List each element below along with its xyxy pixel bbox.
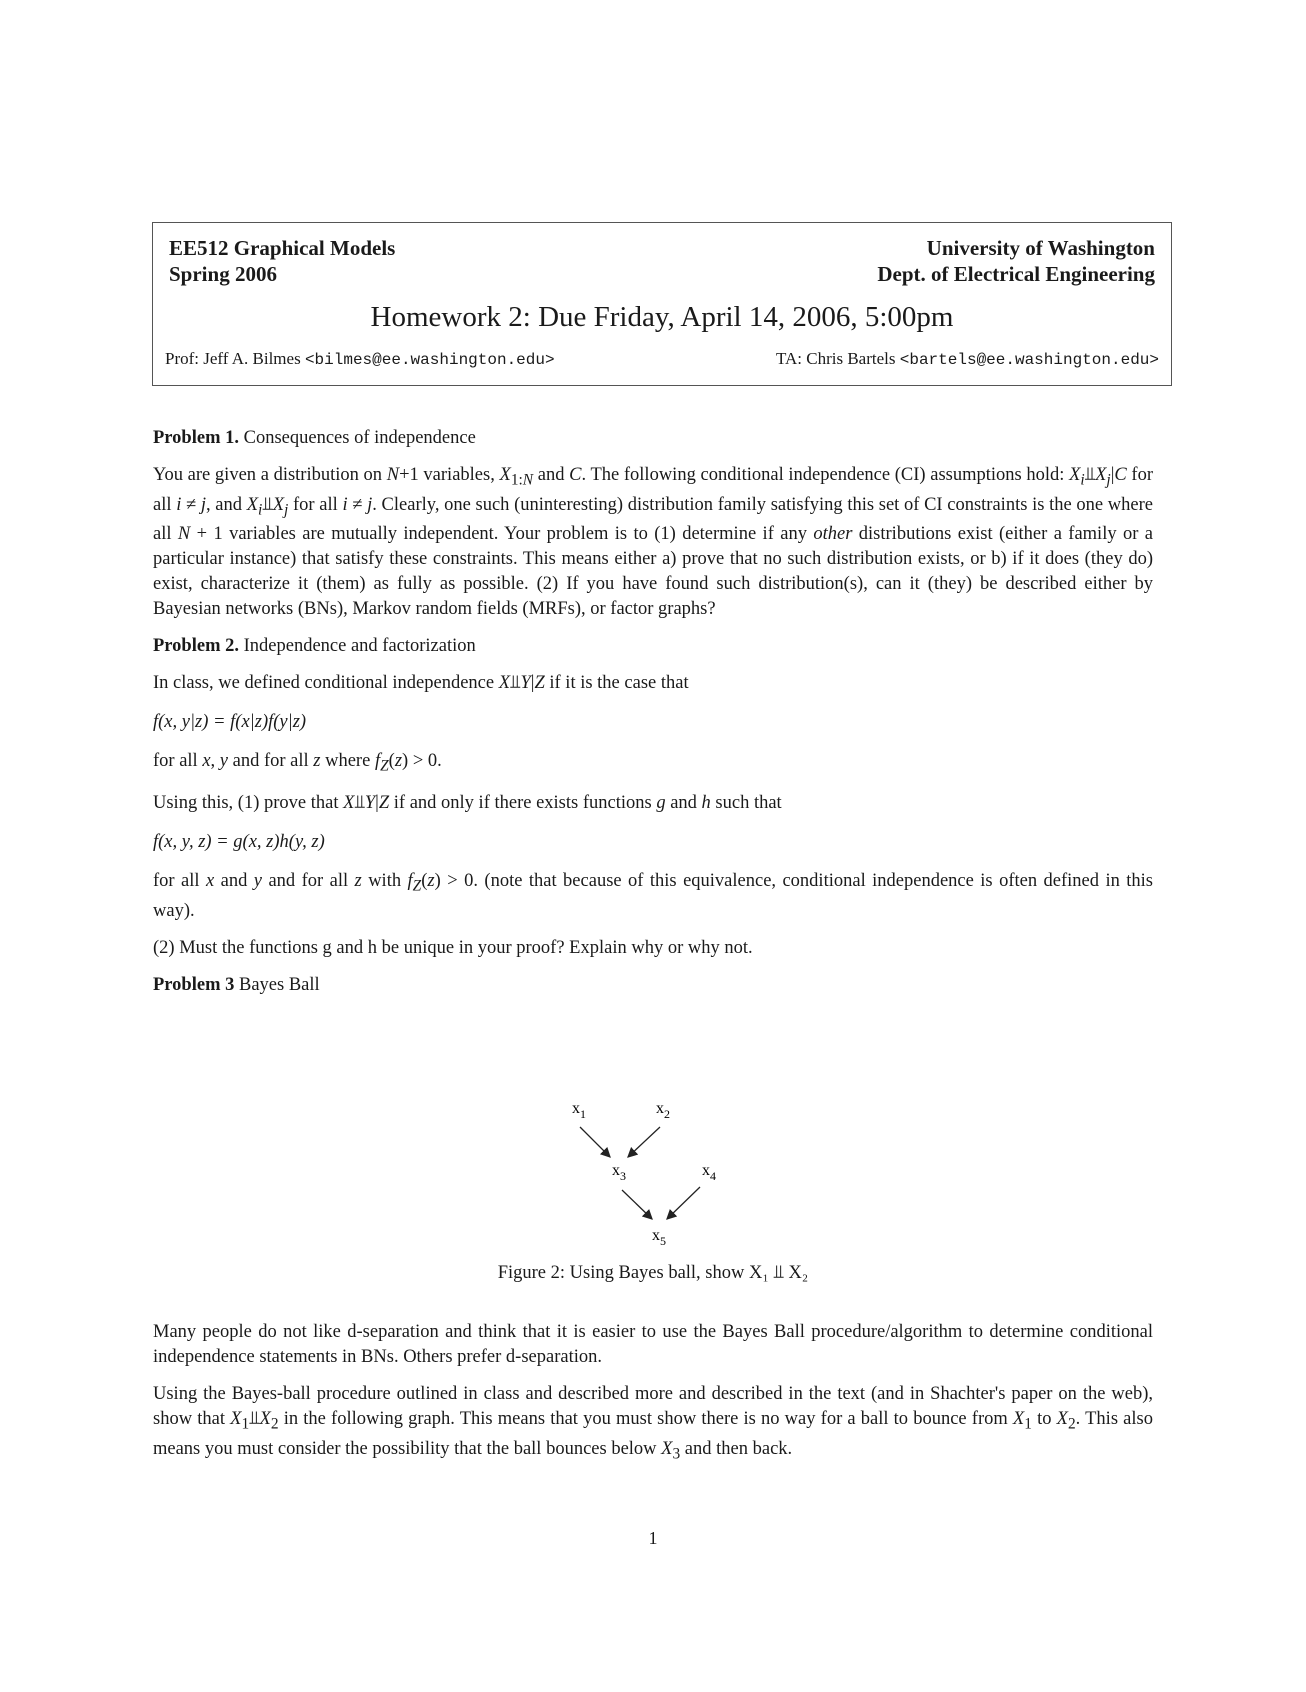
node-x1: $x_1$ — [572, 1100, 586, 1121]
problem2-condition-1: for all x, y and for all z where $f_Z(z) > 0$. — [153, 751, 442, 776]
department-name: Dept. of Electrical Engineering — [877, 262, 1155, 286]
problem3-label: Problem 3 — [153, 974, 235, 995]
equation-2: f(x, y, z) = g(x, z)h(y, z) — [153, 832, 325, 853]
problem1-heading — [153, 426, 1153, 451]
course-info — [169, 235, 395, 287]
problem2-heading — [153, 634, 1153, 659]
problem3-content — [153, 1320, 1153, 1466]
problem2-title: Independence and factorization — [243, 636, 476, 657]
homework-title: Homework 2: Due Friday, April 14, 2006, 5:00pm — [370, 301, 954, 333]
problem2-part2: (2) Must the functions g and h be unique in your proof? Explain why or why not. — [153, 937, 753, 958]
problem2-intro: In class, we defined conditional independence X⫫Y|Z if it is the case that — [153, 673, 689, 694]
ta-email: <bartels@ee.washington.edu> — [899, 351, 1159, 369]
ta-line — [776, 349, 1159, 369]
problem2-condition-2: for all x and y and for all z with $f_Z(z) > 0$. (note that because of this equivalence, conditional independence is often defined in this way). — [153, 871, 1153, 921]
problem2-part1: Using this, (1) prove that X⫫Y|Z if and only if there exists functions g and h such that — [153, 793, 782, 814]
problem3-title: Bayes Ball — [238, 974, 320, 995]
edge-x2-x3 — [628, 1127, 660, 1157]
page-number: 1 — [648, 1528, 658, 1548]
course-name: EE512 Graphical Models — [169, 236, 396, 260]
node-x4: $x_4$ — [702, 1162, 716, 1183]
professor-email: <bilmes@ee.washington.edu> — [304, 351, 555, 369]
problem1-body: You are given a distribution on N+1 variables, $X_{1:N}$ and C. The following conditional independence (CI) assumptions hold: $X_i⫫X_j|C$ for all i ≠ j, and $X_i⫫X_j$ for all i ≠ j. Clearly, one such (uninteresting) distribution family satisfying this set of CI constraints is the one where all N + 1 variables are mutually independent. Your problem is to (1) determine if any other distributions exist (either a family or a particular instance) that satisfy these constraints. This means either a) prove that no such distribution exists, or b) if it does (they do) exist, characterize it (them) as fully as possible. (2) If you have found such distribution(s), can it (they) be described either by Bayesian networks (BNs), Markov random fields (MRFs), or factor graphs? — [153, 465, 1154, 620]
problem2-label: Problem 2. — [153, 636, 239, 657]
bayes-net-figure — [560, 1095, 730, 1250]
problem3-para1: Many people do not like d-separation and think that it is easier to use the Bayes Ball procedure/algorithm to determine conditional independence statements in BNs. Others prefer d-separation. — [153, 1322, 1153, 1367]
problem1-title: Consequences of independence — [243, 428, 476, 448]
ta-name: TA: Chris Bartels — [775, 349, 896, 368]
problem3-para2: Using the Bayes-ball procedure outlined in class and described more and described in the text (and in Shachter's paper on the web), show that $X_1⫫X_2$ in the following graph. This means that you must show there is no way for a ball to bounce from $X_1$ to $X_2$. This also means you must consider the possibility that the ball bounces below $X_3$ and then back. — [153, 1384, 1153, 1463]
problem1-label: Problem 1. — [153, 428, 239, 448]
edge-x4-x5 — [667, 1187, 700, 1219]
professor-line — [165, 349, 555, 369]
problem3-heading — [153, 973, 1153, 998]
professor-name: Prof: Jeff A. Bilmes — [165, 349, 301, 368]
figure-caption: Figure 2: Using Bayes ball, show X₁ ⫫ X₂ — [497, 1263, 809, 1283]
header-box — [152, 222, 1172, 386]
edge-x3-x5 — [622, 1190, 652, 1219]
institution-info — [877, 235, 1155, 287]
content — [153, 426, 1153, 998]
course-term: Spring 2006 — [169, 262, 277, 286]
university-name: University of Washington — [926, 236, 1155, 260]
node-x2: $x_2$ — [656, 1100, 670, 1121]
node-x5: $x_5$ — [652, 1227, 666, 1248]
equation-1: f(x, y|z) = f(x|z)f(y|z) — [153, 712, 307, 733]
node-x3: $x_3$ — [612, 1162, 626, 1183]
edge-x1-x3 — [580, 1127, 610, 1157]
